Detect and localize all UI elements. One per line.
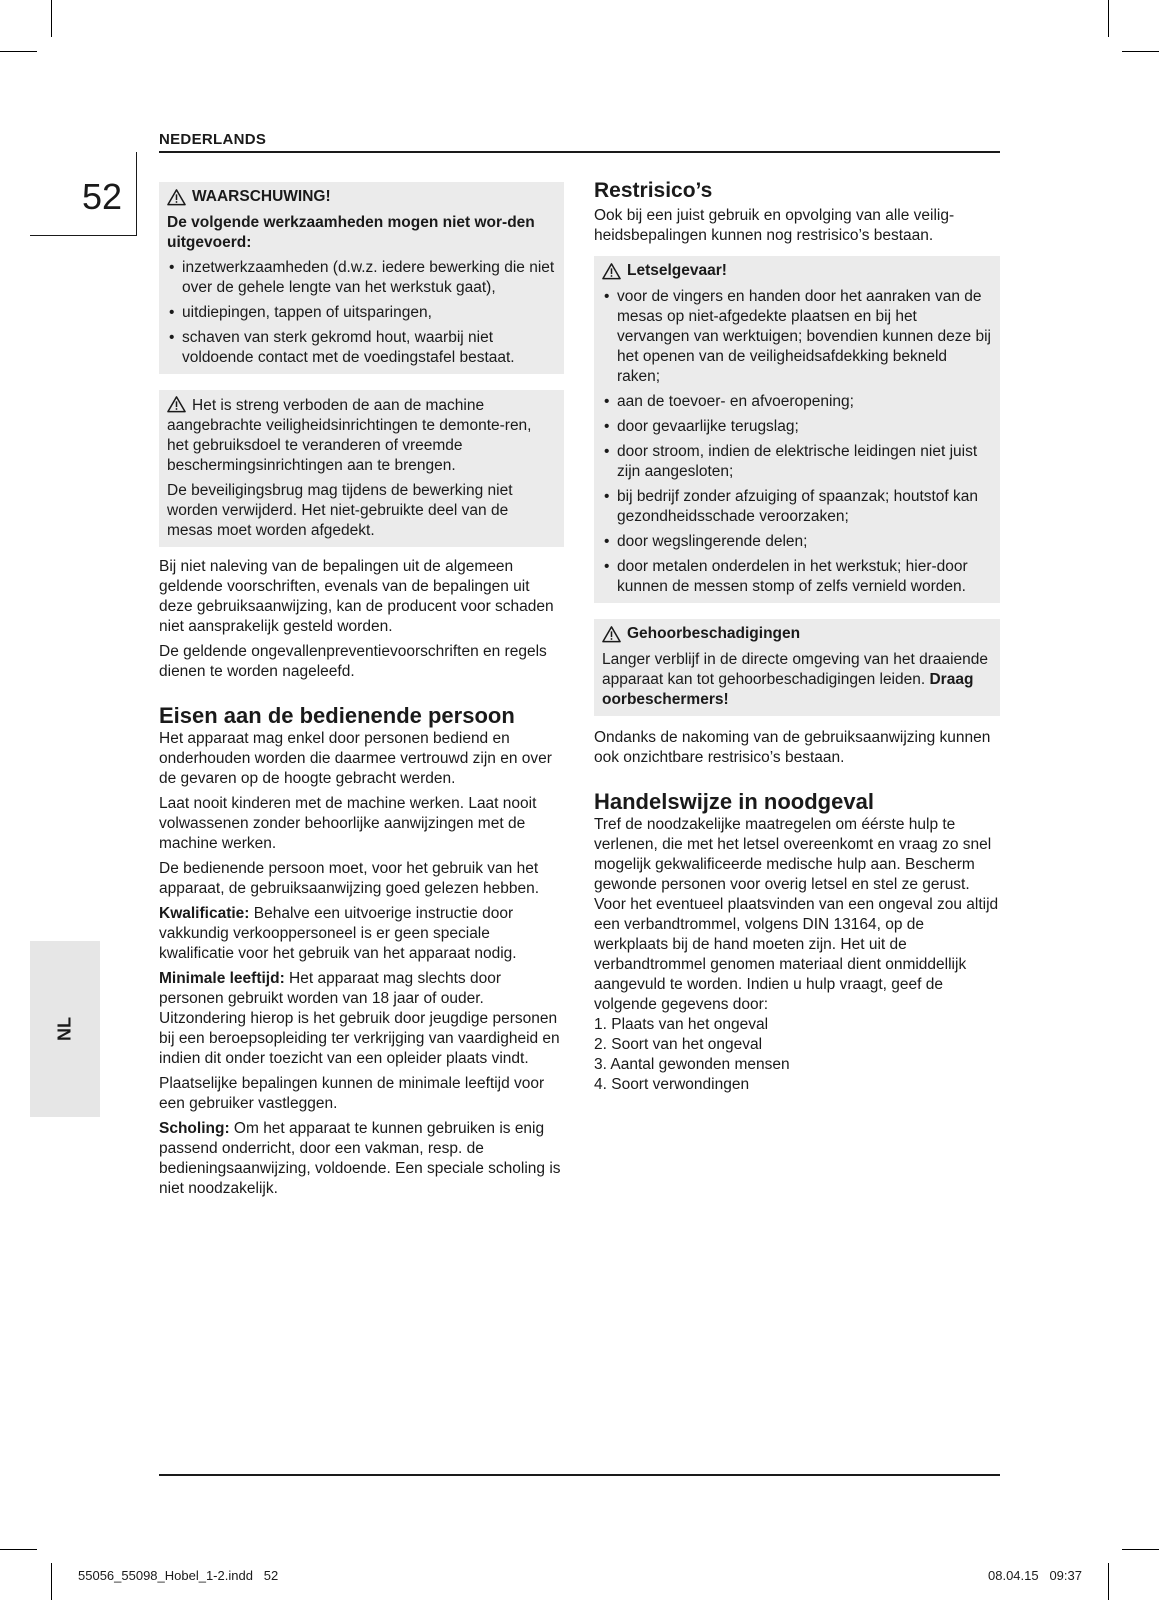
list-item: 4. Soort verwondingen (594, 1076, 750, 1093)
list-item: • uitdiepingen, tappen of uitsparingen, (167, 303, 556, 323)
list-item: • door metalen onderdelen in het werkstuk; hier-door kunnen de messen stomp of zelfs vernield worden. (602, 557, 992, 597)
warning-triangle-icon (167, 188, 186, 206)
footer-file-info: 55056_55098_Hobel_1-2.indd 52 (78, 1568, 279, 1583)
emergency-heading: Handelswijze in noodgeval (594, 789, 874, 814)
minimum-age-label: Minimale leeftijd: (159, 970, 285, 987)
crop-mark (51, 1563, 52, 1600)
footer-date-time: 08.04.15 09:37 (988, 1568, 1082, 1583)
injury-list (602, 287, 992, 597)
header-rule (159, 151, 1000, 153)
training-text: Om het apparaat te kunnen gebruiken is enig passend onderricht, door een vakman, resp. de bedieningsaanwijzing, voldoende. Een speciale scholing is niet noodzakelijk. (159, 1120, 561, 1197)
warning-triangle-icon (602, 625, 621, 643)
residual-risks-intro: Ook bij een juist gebruik en opvolging van alle veilig-heidsbepalingen kunnen nog restrisico’s bestaan. (594, 207, 955, 244)
warning-title (167, 187, 556, 207)
hearing-text (602, 650, 992, 710)
warning-list (167, 258, 556, 368)
list-item: 2. Soort van het ongeval (594, 1036, 763, 1053)
qualification-text: Behalve een uitvoerige instructie door vakkundig verkooppersoneel is er geen speciale kwalificatie voor het gebruik van het apparaat nodig. (159, 905, 517, 962)
liability-paragraph: Bij niet naleving van de bepalingen uit de algemeen geldende voorschriften, evenals van de bepalingen uit deze gebruiksaanwijzing, kan de producent voor schaden niet aansprakelijk gesteld worden. (159, 558, 554, 635)
list-item: • inzetwerkzaamheden (d.w.z. iedere bewerking die niet over de gehele lengte van het werkstuk gaat), (167, 258, 556, 298)
operator-paragraph: De bedienende persoon moet, voor het gebruik van het apparaat, de gebruiksaanwijzing goed gelezen hebben. (159, 860, 540, 897)
list-item: 3. Aantal gewonden mensen (594, 1056, 790, 1073)
footer-rule (159, 1474, 1000, 1476)
language-tab-label: NL (54, 1017, 75, 1041)
list-item: 1. Plaats van het ongeval (594, 1016, 769, 1033)
injury-title-text: Letselgevaar! (627, 262, 727, 279)
crop-mark (1122, 1549, 1159, 1550)
hearing-title (602, 624, 992, 644)
list-item: • door wegslingerende delen; (602, 532, 992, 552)
left-column (159, 182, 564, 1204)
page-number: 52 (81, 176, 122, 217)
prohibition-text-1 (167, 395, 556, 476)
operator-paragraph: Het apparaat mag enkel door personen bediend en onderhouden worden die daarmee vertrouwd zijn en over de gevaren op de hoogte gebracht werden. (159, 730, 552, 787)
list-item: • door gevaarlijke terugslag; (602, 417, 992, 437)
regulations-paragraph: De geldende ongevallenpreventievoorschriften en regels dienen te worden nageleefd. (159, 643, 547, 680)
training-paragraph (159, 1119, 564, 1199)
hearing-text-content: Langer verblijf in de directe omgeving van het draaiende apparaat kan tot gehoorbeschadigingen leiden. (602, 651, 989, 688)
list-item: • bij bedrijf zonder afzuiging of spaanzak; houtstof kan gezondheidsschade veroorzaken; (602, 487, 992, 527)
operator-paragraph: Laat nooit kinderen met de machine werken. Laat nooit volwassenen zonder behoorlijke aanwijzingen met de machine werken. (159, 795, 537, 852)
qualification-label: Kwalificatie: (159, 905, 250, 922)
minimum-age-text: Het apparaat mag slechts door personen gebruikt worden van 18 jaar of ouder. Uitzondering hierop is het gebruik door jeugdige personen bij een beroepsopleiding ter verkrijging van vaardigheid en indien dit onder toezicht van een opleider plaats vindt. (159, 970, 560, 1067)
warning-triangle-icon (167, 395, 186, 413)
warning-box (159, 182, 564, 374)
prohibition-box (159, 390, 564, 547)
hearing-title-text: Gehoorbeschadigingen (627, 625, 801, 642)
local-rules-paragraph: Plaatselijke bepalingen kunnen de minimale leeftijd voor een gebruiker vastleggen. (159, 1075, 545, 1112)
crop-mark (51, 0, 52, 37)
language-header: NEDERLANDS (159, 131, 267, 148)
language-tab (30, 941, 100, 1117)
warning-intro: De volgende werkzaamheden mogen niet wor-den uitgevoerd: (167, 214, 535, 251)
emergency-text: Tref de noodzakelijke maatregelen om éérste hulp te verlenen, die met het letsel overeenkomt en vraag zo snel mogelijk gekwalificeerde medische hulp aan. Bescherm gewonde personen voor overig letsel en stel ze gerust. Voor het eventueel plaatsvinden van een ongeval zou altijd een verbandtrommel, volgens DIN 13164, op de werkplaats bij de hand moeten zijn. Het uit de verbandtrommel genomen materiaal dient onmiddellijk aangevuld te worden. Indien u hulp vraagt, geef de volgende gegevens door: (594, 816, 999, 1013)
crop-mark (1122, 51, 1159, 52)
emergency-list (594, 1015, 1000, 1095)
residual-risks-outro: Ondanks de nakoming van de gebruiksaanwijzing kunnen ook onzichtbare restrisico’s bestaan. (594, 729, 991, 766)
warning-title-text: WAARSCHUWING! (192, 188, 331, 205)
residual-risks-heading: Restrisico’s (594, 179, 713, 202)
hearing-protection-note: Draag oorbeschermers! (602, 671, 974, 708)
crop-mark (1108, 1563, 1109, 1600)
operator-heading: Eisen aan de bedienende persoon (159, 703, 515, 728)
right-column (594, 178, 1000, 1095)
injury-title (602, 261, 992, 281)
crop-mark (1108, 0, 1109, 37)
list-item: • voor de vingers en handen door het aanraken van de mesas op niet-afgedekte plaatsen en bij het vervangen van werktuigen; bovendien kunnen deze bij het openen van de veiligheidsafdekking bekneld raken; (602, 287, 992, 387)
minimum-age-paragraph (159, 969, 564, 1069)
prohibition-text-2: De beveiligingsbrug mag tijdens de bewerking niet worden verwijderd. Het niet-gebruikte deel van de mesas moet worden afgedekt. (167, 482, 513, 539)
list-item: • schaven van sterk gekromd hout, waarbij niet voldoende contact met de voedingstafel bestaat. (167, 328, 556, 368)
hearing-box (594, 619, 1000, 716)
training-label: Scholing: (159, 1120, 230, 1137)
list-item: • aan de toevoer- en afvoeropening; (602, 392, 992, 412)
crop-mark (0, 1549, 37, 1550)
warning-triangle-icon (602, 262, 621, 280)
page-number-box (30, 152, 137, 236)
prohibition-text-1-content: Het is streng verboden de aan de machine aangebrachte veiligheidsinrichtingen te demonte-ren, het gebruiksdoel te veranderen of vreemde beschermingsinrichtingen aan te brengen. (167, 397, 532, 474)
qualification-paragraph (159, 904, 564, 964)
injury-box (594, 256, 1000, 603)
list-item: • door stroom, indien de elektrische leidingen niet juist zijn aangesloten; (602, 442, 992, 482)
crop-mark (0, 51, 37, 52)
